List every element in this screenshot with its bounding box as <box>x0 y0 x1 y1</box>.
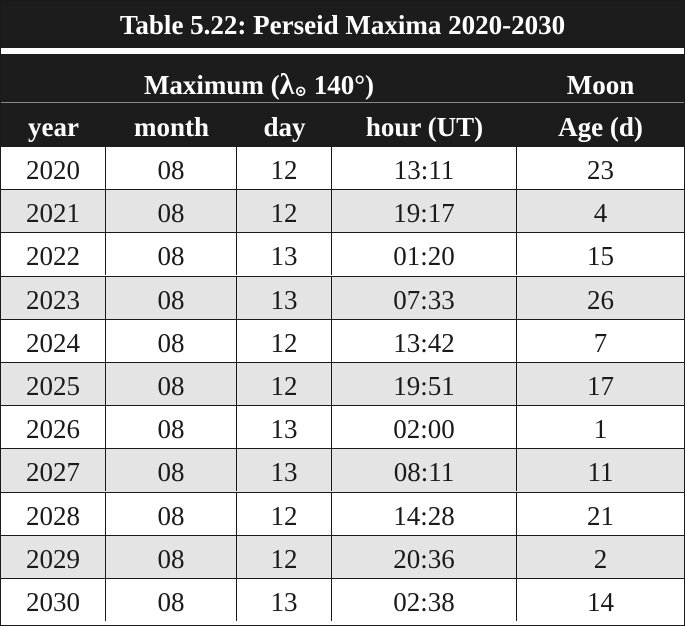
table-row <box>1 320 684 363</box>
table-row <box>1 406 684 449</box>
table-row <box>1 363 684 406</box>
year-cell: 2023 <box>1 277 106 319</box>
year-cell: 2027 <box>1 449 106 491</box>
month-cell: 08 <box>106 320 237 362</box>
month-cell: 08 <box>106 233 237 275</box>
year-cell: 2020 <box>1 147 106 189</box>
hour-cell: 13:11 <box>332 147 517 189</box>
year-cell: 2021 <box>1 190 106 232</box>
year-cell: 2029 <box>1 536 106 578</box>
day-cell: 12 <box>237 493 332 535</box>
hour-cell: 19:17 <box>332 190 517 232</box>
maximum-group-header <box>1 54 517 104</box>
moon-age-cell: 7 <box>593 327 608 358</box>
month-cell: 08 <box>106 406 237 448</box>
day-cell: 12 <box>237 147 332 189</box>
table-body <box>1 147 684 622</box>
month-cell: 08 <box>106 363 237 405</box>
day-cell: 12 <box>237 363 332 405</box>
hour-cell: 13:42 <box>332 320 517 362</box>
moon-age-cell: 21 <box>587 500 614 531</box>
column-header-year: year <box>28 112 79 142</box>
table-row <box>1 579 684 622</box>
column-header-row <box>1 104 684 147</box>
moon-age-cell: 15 <box>587 241 614 272</box>
moon-age-cell: 23 <box>587 155 614 185</box>
table-row <box>1 493 684 536</box>
moon-age-cell: 26 <box>587 284 614 315</box>
year-cell: 2024 <box>1 320 106 362</box>
maximum-value: 140°) <box>307 70 375 100</box>
month-cell: 08 <box>106 449 237 491</box>
table-row <box>1 277 684 320</box>
day-cell: 12 <box>237 536 332 578</box>
year-cell: 2025 <box>1 363 106 405</box>
hour-cell: 02:38 <box>332 579 517 621</box>
year-cell: 2022 <box>1 233 106 275</box>
hour-cell: 14:28 <box>332 493 517 535</box>
day-cell: 13 <box>237 277 332 319</box>
moon-age-cell: 4 <box>593 198 608 229</box>
day-cell: 12 <box>237 190 332 232</box>
column-header-moon-age: Age (d) <box>558 112 643 142</box>
column-header-month: month <box>133 112 209 142</box>
month-cell: 08 <box>106 190 237 232</box>
maximum-label: Maximum ( <box>143 70 280 100</box>
year-cell: 2030 <box>1 579 106 621</box>
table-row <box>1 233 684 276</box>
table-row <box>1 536 684 579</box>
day-cell: 13 <box>237 449 332 491</box>
lambda-symbol: λ <box>279 68 295 101</box>
hour-cell: 07:33 <box>332 277 517 319</box>
moon-group-header: Moon <box>566 70 635 100</box>
month-cell: 08 <box>106 579 237 621</box>
moon-age-cell: 11 <box>587 457 614 488</box>
sun-symbol: ⊙ <box>294 84 307 100</box>
table-title: Table 5.22: Perseid Maxima 2020-2030 <box>1 1 684 50</box>
column-header-day: day <box>263 112 306 142</box>
year-cell: 2028 <box>1 493 106 535</box>
hour-cell: 19:51 <box>332 363 517 405</box>
moon-age-cell: 1 <box>593 414 608 445</box>
moon-age-cell: 2 <box>593 543 608 574</box>
day-cell: 13 <box>237 579 332 621</box>
month-cell: 08 <box>106 536 237 578</box>
day-cell: 13 <box>237 233 332 275</box>
moon-age-cell: 17 <box>587 370 614 401</box>
column-header-hour: hour (UT) <box>365 112 484 142</box>
hour-cell: 08:11 <box>332 449 517 491</box>
table-row <box>1 147 684 190</box>
header-divider <box>1 102 684 103</box>
table-row <box>1 190 684 233</box>
hour-cell: 01:20 <box>332 233 517 275</box>
month-cell: 08 <box>106 277 237 319</box>
month-cell: 08 <box>106 493 237 535</box>
header-group-row <box>1 54 684 104</box>
day-cell: 13 <box>237 406 332 448</box>
day-cell: 12 <box>237 320 332 362</box>
hour-cell: 20:36 <box>332 536 517 578</box>
year-cell: 2026 <box>1 406 106 448</box>
hour-cell: 02:00 <box>332 406 517 448</box>
moon-age-cell: 14 <box>587 586 614 617</box>
table-row <box>1 449 684 492</box>
month-cell: 08 <box>106 147 237 189</box>
